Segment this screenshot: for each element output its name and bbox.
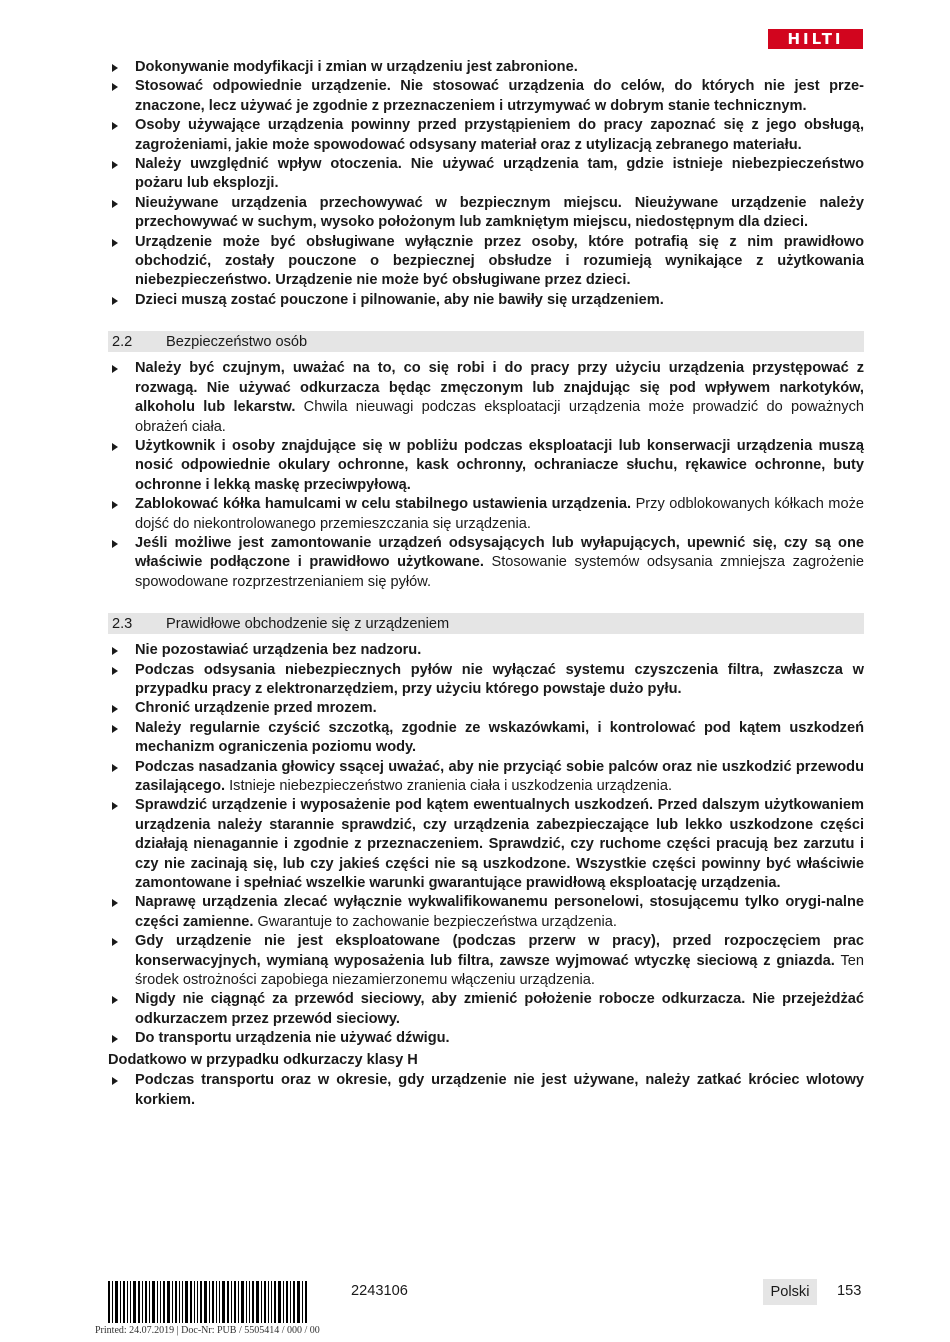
bullet-triangle-icon	[112, 1035, 118, 1043]
list-item: Użytkownik i osoby znajdujące się w pobliżu podczas eksploatacji lub konserwacji urządzenia muszą nosić odpowiednie okulary ochronne, kask ochronny, ochraniacze słuchu, rękawice ochronne, buty ochronne i lekką maskę przeciwpyłową.	[108, 437, 864, 495]
list-item: Urządzenie może być obsługiwane wyłącznie przez osoby, które potrafią się z nim prawidłowo obchodzić, zostały pouczone o bezpiecznej obsłudze i rozumieją wynikające z użytkowania niebezpieczeństwo. Urządzenie nie może być obsługiwane przez dzieci.	[108, 233, 864, 291]
bullet-triangle-icon	[112, 725, 118, 733]
bullet-triangle-icon	[112, 365, 118, 373]
list-item: Zablokować kółka hamulcami w celu stabilnego ustawienia urządzenia. Przy odblokowanych kółkach może dojść do niekontrolowanego przemieszczania się urządzenia.	[108, 495, 864, 534]
printed-line: Printed: 24.07.2019 | Doc-Nr: PUB / 5505414 / 000 / 00	[95, 1325, 320, 1336]
section-title: Prawidłowe obchodzenie się z urządzeniem	[166, 615, 450, 632]
section-2-3-list	[108, 641, 864, 1049]
bullet-triangle-icon	[112, 938, 118, 946]
list-item: Sprawdzić urządzenie i wyposażenie pod kątem ewentualnych uszkodzeń. Przed dalszym użytkowaniem urządzenia należy starannie sprawdzić, czy urządzenia zabezpieczające lub lekko uszkodzone części działają nienagannie i zgodnie z przeznaczeniem. Sprawdzić, czy ruchome części pracują bez zarzutu i czy nie zacinają się, lub czy jakieś części nie są uszkodzone. Wszystkie części powinny być właściwie zamontowane i spełniać wszelkie warunki gwarantujące prawidłową eksploatację urządzenia.	[108, 796, 864, 893]
list-item: Nigdy nie ciągnąć za przewód sieciowy, aby zmienić położenie robocze odkurzacza. Nie przejeżdżać odkurzaczem przez przewód sieciowy.	[108, 990, 864, 1029]
top-list	[108, 58, 864, 310]
bullet-triangle-icon	[112, 122, 118, 130]
page-number: 153	[837, 1283, 862, 1299]
class-h-list	[108, 1071, 864, 1110]
bullet-triangle-icon	[112, 297, 118, 305]
bullet-triangle-icon	[112, 83, 118, 91]
list-item: Nie pozostawiać urządzenia bez nadzoru.	[108, 641, 864, 660]
list-item: Jeśli możliwe jest zamontowanie urządzeń odsysających lub wyłapujących, upewnić się, czy są one właściwie podłączone i prawidłowo użytkowane. Stosowanie systemów odsysania zmniejsza zagrożenie spowodowane rozprzestrzenianiem się pyłów.	[108, 534, 864, 592]
list-item: Naprawę urządzenia zlecać wyłącznie wykwalifikowanemu personelowi, stosującemu tylko orygi-nalne części zamienne. Gwarantuje to zachowanie bezpieczeństwa urządzenia.	[108, 893, 864, 932]
bullet-triangle-icon	[112, 647, 118, 655]
list-item: Dzieci muszą zostać pouczone i pilnowanie, aby nie bawiły się urządzeniem.	[108, 291, 864, 310]
barcode	[108, 1281, 336, 1323]
list-item: Gdy urządzenie nie jest eksploatowane (podczas przerw w pracy), przed rozpoczęciem prac konserwacyjnych, wymianą wyposażenia lub filtra, zawsze wyjmować wtyczkę sieciową z gniazda. Ten środek ostrożności zapobiega niezamierzonemu włączeniu urządzenia.	[108, 932, 864, 990]
bullet-triangle-icon	[112, 667, 118, 675]
list-item: Osoby używające urządzenia powinny przed przystąpieniem do pracy zapoznać się z jego obsługą, zagrożeniami, jakie może spowodować odsysany materiał oraz z utylizacją zebranego materiału.	[108, 116, 864, 155]
bullet-triangle-icon	[112, 540, 118, 548]
bullet-triangle-icon	[112, 1077, 118, 1085]
section-title: Bezpieczeństwo osób	[166, 333, 308, 350]
list-item: Podczas odsysania niebezpiecznych pyłów nie wyłączać systemu czyszczenia filtra, zwłaszcza w przypadku pracy z elektronarzędziem, przy użyciu którego powstaje dużo pyłu.	[108, 661, 864, 700]
section-2-2-list	[108, 359, 864, 592]
hilti-logo	[768, 29, 863, 49]
bullet-triangle-icon	[112, 161, 118, 169]
list-item: Podczas nasadzania głowicy ssącej uważać, aby nie przyciąć sobie palców oraz nie uszkodzić przewodu zasilającego. Istnieje niebezpieczeństwo zranienia ciała i uszkodzenia urządzenia.	[108, 758, 864, 797]
bullet-triangle-icon	[112, 501, 118, 509]
list-item: Podczas transportu oraz w okresie, gdy urządzenie nie jest używane, należy zatkać króciec wlotowy korkiem.	[108, 1071, 864, 1110]
section-heading-2-2	[108, 331, 864, 352]
list-item: Należy być czujnym, uważać na to, co się robi i do pracy przy użyciu urządzenia przystępować z rozwagą. Nie używać odkurzacza będąc zmęczonym lub znajdując się pod wpływem narkotyków, alkoholu lub lekarstw. Chwila nieuwagi podczas eksploatacji urządzenia może prowadzić do poważnych obrażeń ciała.	[108, 359, 864, 437]
list-item: Należy uwzględnić wpływ otoczenia. Nie używać urządzenia tam, gdzie istnieje niebezpieczeństwo pożaru lub eksplozji.	[108, 155, 864, 194]
list-item: Do transportu urządzenia nie używać dźwigu.	[108, 1029, 864, 1048]
bullet-triangle-icon	[112, 802, 118, 810]
list-item: Chronić urządzenie przed mrozem.	[108, 699, 864, 718]
bullet-triangle-icon	[112, 200, 118, 208]
list-item: Stosować odpowiednie urządzenie. Nie stosować urządzenia do celów, do których nie jest prze-znaczone, lecz używać je zgodnie z przeznaczeniem i utrzymywać w dobrym stanie technicznym.	[108, 77, 864, 116]
page-content	[108, 58, 864, 1110]
bullet-triangle-icon	[112, 764, 118, 772]
bullet-triangle-icon	[112, 899, 118, 907]
document-number: 2243106	[351, 1283, 408, 1299]
list-item: Należy regularnie czyścić szczotką, zgodnie ze wskazówkami, i kontrolować pod kątem uszkodzeń mechanizm ograniczenia poziomu wody.	[108, 719, 864, 758]
bullet-triangle-icon	[112, 239, 118, 247]
bullet-triangle-icon	[112, 705, 118, 713]
list-item: Nieużywane urządzenia przechowywać w bezpiecznym miejscu. Nieużywane urządzenie należy przechowywać w suchym, wysoko położonym lub zamkniętym miejscu, niedostępnym dla dzieci.	[108, 194, 864, 233]
section-number: 2.2	[112, 333, 133, 350]
bullet-triangle-icon	[112, 64, 118, 72]
section-number: 2.3	[112, 615, 133, 632]
subheading-class-h: Dodatkowo w przypadku odkurzaczy klasy H	[108, 1051, 418, 1068]
section-heading-2-3	[108, 613, 864, 634]
bullet-triangle-icon	[112, 443, 118, 451]
bullet-triangle-icon	[112, 996, 118, 1004]
logo-text: HILTI	[787, 29, 844, 48]
list-item: Dokonywanie modyfikacji i zmian w urządzeniu jest zabronione.	[108, 58, 864, 77]
language-label: Polski	[763, 1279, 817, 1305]
